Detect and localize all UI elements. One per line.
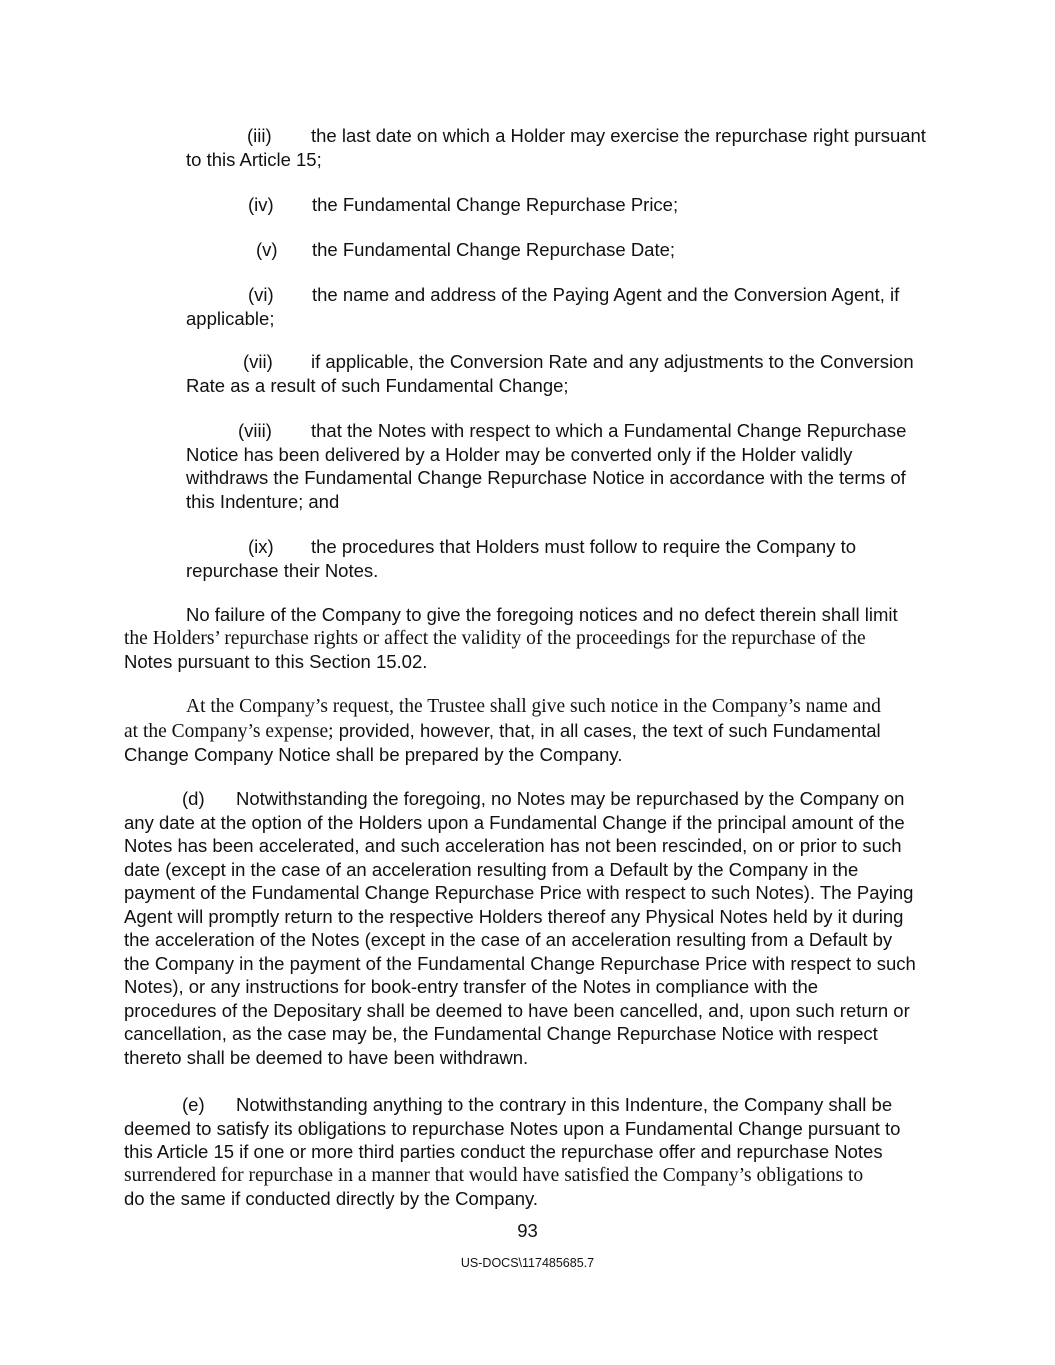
item-iii	[186, 124, 936, 171]
paragraph-line-part: at the Company’s expense;	[124, 720, 334, 742]
item-label: (vi)	[248, 284, 274, 305]
paragraph-line: Notes has been accelerated, and such acceleration has not been rescinded, on or prior to such	[124, 835, 902, 856]
item-text-cont: this Indenture; and	[186, 490, 340, 512]
paragraph-line: do the same if conducted directly by the Company.	[124, 1188, 539, 1209]
item-label: (viii)	[238, 420, 272, 441]
paragraph-label: (d)	[182, 788, 205, 809]
item-label: (vii)	[243, 351, 273, 372]
paragraph-line: Agent will promptly return to the respective Holders thereof any Physical Notes held by it during	[124, 905, 904, 927]
item-text: the Fundamental Change Repurchase Price;	[312, 194, 679, 215]
item-viii	[186, 419, 936, 513]
paragraph-line: this Article 15 if one or more third parties conduct the repurchase offer and repurchase Notes	[124, 1141, 883, 1162]
paragraph-d	[124, 787, 932, 1069]
paragraph-line: the Holders’ repurchase rights or affect the validity of the proceedings for the repurchase of the	[124, 627, 866, 649]
paragraph-line: the Company in the payment of the Fundamental Change Repurchase Price with respect to such	[124, 952, 916, 974]
item-text: that the Notes with respect to which a Fundamental Change Repurchase	[311, 420, 907, 441]
item-text-cont: withdraws the Fundamental Change Repurchase Notice in accordance with the terms of	[186, 467, 906, 488]
paragraph-line: date (except in the case of an acceleration resulting from a Default by the Company in the	[124, 858, 859, 880]
paragraph-line-part: provided, however, that, in all cases, the text of such Fundamental	[333, 719, 881, 741]
item-text-cont: repurchase their Notes.	[186, 559, 379, 581]
item-vii	[186, 350, 936, 397]
item-ix	[186, 535, 936, 582]
paragraph-line: Notwithstanding the foregoing, no Notes may be repurchased by the Company on	[236, 788, 905, 809]
item-iv	[186, 193, 936, 217]
paragraph-e	[124, 1093, 932, 1211]
item-text: the procedures that Holders must follow to require the Company to	[311, 536, 857, 557]
paragraph-line: Notes pursuant to this Section 15.02.	[124, 651, 428, 672]
paragraph-line: Change Company Notice shall be prepared by the Company.	[124, 744, 623, 765]
paragraph-line: surrendered for repurchase in a manner that would have satisfied the Company’s obligations to	[124, 1164, 864, 1186]
paragraph-line: No failure of the Company to give the foregoing notices and no defect therein shall limit	[186, 604, 898, 625]
paragraph-line: deemed to satisfy its obligations to repurchase Notes upon a Fundamental Change pursuant to	[124, 1117, 901, 1139]
page-number: 93	[517, 1220, 538, 1241]
item-text: the name and address of the Paying Agent and the Conversion Agent, if	[312, 284, 900, 305]
item-vi	[186, 283, 936, 330]
item-v	[186, 238, 936, 262]
paragraph-line: Notwithstanding anything to the contrary in this Indenture, the Company shall be	[236, 1094, 893, 1115]
item-text: if applicable, the Conversion Rate and any adjustments to the Conversion	[311, 351, 914, 372]
paragraph-line: Notes), or any instructions for book-entry transfer of the Notes in compliance with the	[124, 976, 819, 997]
item-label: (iv)	[248, 194, 274, 215]
paragraph-label: (e)	[182, 1094, 205, 1115]
item-text-cont: Rate as a result of such Fundamental Change;	[186, 374, 569, 396]
item-label: (v)	[256, 239, 278, 260]
item-text: the last date on which a Holder may exercise the repurchase right pursuant	[311, 125, 926, 146]
paragraph-line: At the Company’s request, the Trustee shall give such notice in the Company’s name and	[186, 696, 881, 717]
paragraph-line: thereto shall be deemed to have been withdrawn.	[124, 1046, 529, 1068]
item-text-cont: applicable;	[186, 307, 275, 329]
item-label: (ix)	[248, 536, 274, 557]
document-id: US-DOCS\117485685.7	[460, 1256, 595, 1270]
paragraph-line: cancellation, as the case may be, the Fundamental Change Repurchase Notice with respect	[124, 1023, 878, 1044]
paragraph-line: any date at the option of the Holders upon a Fundamental Change if the principal amount of the	[124, 811, 905, 833]
paragraph-no-failure	[124, 603, 932, 674]
item-label: (iii)	[247, 125, 272, 146]
item-text-cont: Notice has been delivered by a Holder may be converted only if the Holder validly	[186, 443, 853, 465]
paragraph-company-request	[124, 695, 932, 767]
item-text: the Fundamental Change Repurchase Date;	[312, 239, 676, 260]
paragraph-line: procedures of the Depositary shall be deemed to have been cancelled, and, upon such return or	[124, 999, 910, 1021]
paragraph-line: payment of the Fundamental Change Repurchase Price with respect to such Notes). The Paying	[124, 882, 914, 903]
item-text-cont: to this Article 15;	[186, 148, 322, 170]
paragraph-line: the acceleration of the Notes (except in the case of an acceleration resulting from a Default by	[124, 929, 893, 950]
